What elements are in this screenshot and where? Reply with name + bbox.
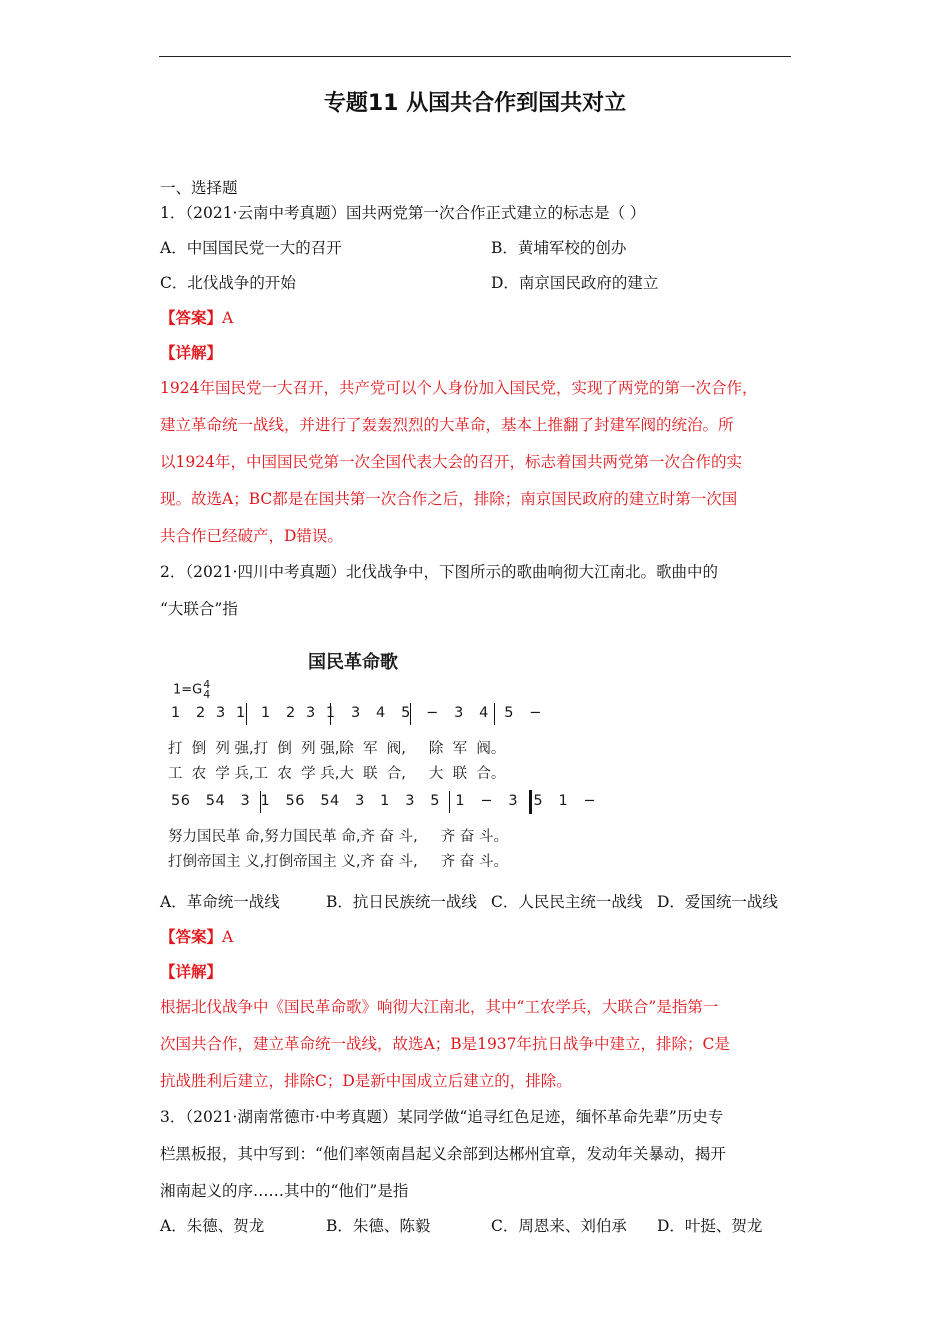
time-signature-bottom: 4 <box>203 688 211 701</box>
bar-line <box>260 791 261 813</box>
q2-option-d: D．爱国统一战线 <box>657 893 778 911</box>
score-notes-row: 56 54 3 1 56 54 3 1 3 5 1 − 3 5 1 − <box>171 793 597 809</box>
q2-answer-tag: 【答案】 <box>160 927 223 946</box>
score-key-signature: 1=G4 4 <box>173 678 211 701</box>
q2-detail-line: 根据北伐战争中《国民革命歌》响彻大江南北，其中“工农学兵，大联合”是指第一 <box>160 998 719 1016</box>
q2-stem-line: 2．（2021·四川中考真题）北伐战争中，下图所示的歌曲响彻大江南北。歌曲中的 <box>160 563 718 581</box>
q3-option-b: B．朱德、陈毅 <box>326 1217 431 1235</box>
q1-detail-line: 现。故选A；BC都是在国共第一次合作之后，排除；南京国民政府的建立时第一次国 <box>160 490 738 508</box>
q1-option-a: A．中国国民党一大的召开 <box>160 239 342 257</box>
q2-detail-line: 次国共合作，建立革命统一战线，故选A；B是1937年抗日战争中建立，排除；C是 <box>160 1035 730 1053</box>
bar-line <box>449 791 450 813</box>
q3-option-a: A．朱德、贺龙 <box>160 1217 265 1235</box>
song-score-image <box>163 645 597 875</box>
bar-line <box>494 703 495 725</box>
q3-stem-line: 3．（2021·湖南常德市·中考真题）某同学做“追寻红色足迹，缅怀革命先辈”历史专 <box>160 1108 724 1126</box>
q1-detail-line: 建立革命统一战线，并进行了轰轰烈烈的大革命，基本上推翻了封建军阀的统治。所 <box>160 416 734 434</box>
q1-answer <box>160 308 233 328</box>
q1-detail-line: 共合作已经破产，D错误。 <box>160 527 343 545</box>
final-bar-line <box>529 790 532 814</box>
q2-answer-value: A <box>222 928 234 946</box>
q1-answer-tag: 【答案】 <box>160 308 223 327</box>
score-title: 国民革命歌 <box>308 652 398 673</box>
q2-answer <box>160 927 233 947</box>
q1-stem: 1．（2021·云南中考真题）国共两党第一次合作正式建立的标志是（ ） <box>160 204 646 222</box>
time-signature-top: 4 <box>203 678 211 691</box>
q1-option-d: D．南京国民政府的建立 <box>491 274 659 292</box>
score-lyrics-row: 努力国民革 命,努力国民革 命,齐 奋 斗, 齐 奋 斗。 <box>168 829 509 845</box>
q3-stem-line: 栏黑板报，其中写到：“他们率领南昌起义余部到达郴州宜章，发动年关暴动，揭开 <box>160 1145 726 1163</box>
q1-detail-tag: 【详解】 <box>160 343 223 362</box>
q1-option-b: B．黄埔军校的创办 <box>491 239 627 257</box>
score-lyrics-row: 打 倒 列 强,打 倒 列 强,除 军 阀, 除 军 阀。 <box>168 741 506 757</box>
bar-line <box>246 703 247 725</box>
section-label: 一、选择题 <box>160 179 238 197</box>
q1-option-c: C．北伐战争的开始 <box>160 274 296 292</box>
score-lyrics-row: 打倒帝国主 义,打倒帝国主 义,齐 奋 斗, 齐 奋 斗。 <box>168 854 509 870</box>
page-title: 专题11 从国共合作到国共对立 <box>323 91 627 116</box>
q2-option-c: C．人民民主统一战线 <box>491 893 643 911</box>
header-rule <box>159 56 791 57</box>
q3-stem-line: 湘南起义的序……其中的“他们”是指 <box>160 1182 409 1200</box>
q1-answer-value: A <box>222 309 234 327</box>
q2-option-a: A．革命统一战线 <box>160 893 280 911</box>
score-notes-row: 1 2 3 1 1 2 3 1 3 4 5 − 3 4 5 − <box>171 705 542 721</box>
q2-stem-line: “大联合”指 <box>160 600 238 618</box>
bar-line <box>410 703 411 725</box>
q3-option-c: C．周恩来、刘伯承 <box>491 1217 627 1235</box>
q3-option-d: D．叶挺、贺龙 <box>657 1217 763 1235</box>
q1-detail-line: 1924年国民党一大召开，共产党可以个人身份加入国民党，实现了两党的第一次合作， <box>160 379 758 397</box>
q2-detail-tag: 【详解】 <box>160 962 223 981</box>
score-lyrics-row: 工 农 学 兵,工 农 学 兵,大 联 合, 大 联 合。 <box>168 766 506 782</box>
bar-line <box>330 703 331 725</box>
q1-detail-line: 以1924年，中国国民党第一次全国代表大会的召开，标志着国共两党第一次合作的实 <box>160 453 742 471</box>
q2-option-b: B．抗日民族统一战线 <box>326 893 477 911</box>
q2-detail-line: 抗战胜利后建立，排除C；D是新中国成立后建立的，排除。 <box>160 1072 572 1090</box>
